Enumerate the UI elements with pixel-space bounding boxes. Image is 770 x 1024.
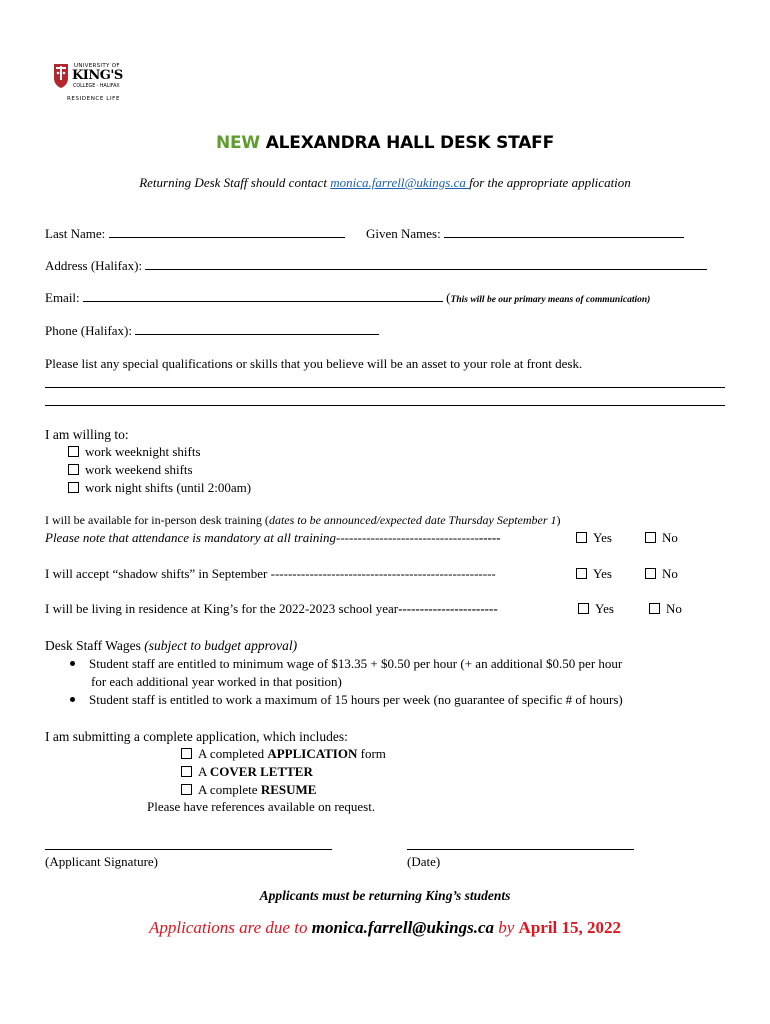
contact-email-link[interactable]: monica.farrell@ukings.ca bbox=[330, 175, 470, 190]
date-label: (Date) bbox=[407, 854, 441, 869]
wages-heading bbox=[45, 638, 297, 654]
residence-text bbox=[45, 601, 498, 617]
due-date: April 15, 2022 bbox=[518, 918, 622, 937]
bullet-text: Student staff is entitled to work a maximum of 15 hours per week (no guarantee of specific # of hours) bbox=[89, 692, 623, 707]
email-note: This will be our primary means of communication bbox=[450, 295, 648, 305]
residence-label: I will be living in residence at King’s for the 2022-2023 school year bbox=[45, 601, 399, 616]
last-name-label: Last Name: bbox=[45, 226, 106, 241]
phone-row bbox=[45, 323, 379, 339]
checkbox[interactable] bbox=[645, 532, 656, 543]
shadow-no[interactable] bbox=[645, 566, 678, 582]
subtitle bbox=[0, 175, 770, 191]
willing-option-weekend[interactable] bbox=[68, 462, 193, 478]
shadow-yes[interactable] bbox=[576, 566, 612, 582]
submit-heading: I am submitting a complete application, which includes: bbox=[45, 729, 348, 744]
page-title bbox=[0, 133, 770, 153]
wages-bullet-1 bbox=[70, 656, 622, 672]
residence-yes[interactable] bbox=[578, 601, 614, 617]
qualifications-prompt: Please list any special qualifications or skills that you believe will be an asset to your role at front desk. bbox=[45, 356, 583, 371]
email-field[interactable] bbox=[83, 291, 443, 302]
given-names-row bbox=[366, 226, 684, 242]
logo-line2: KING'S bbox=[72, 68, 123, 83]
no-label: No bbox=[662, 566, 678, 581]
qualifications-line-2[interactable] bbox=[45, 405, 725, 406]
signature-line[interactable] bbox=[45, 849, 332, 850]
logo-sub: RESIDENCE LIFE bbox=[67, 96, 121, 102]
item-bold: COVER LETTER bbox=[209, 764, 313, 779]
training-suffix: ) bbox=[556, 513, 561, 527]
willing-option-weeknight[interactable] bbox=[68, 444, 201, 460]
item-bold: APPLICATION bbox=[267, 746, 358, 761]
submit-item-cover-letter[interactable] bbox=[181, 764, 313, 780]
wages-title: Desk Staff Wages bbox=[45, 638, 145, 653]
email-row: Email: (This will be our primary means of communication) bbox=[45, 290, 651, 305]
logo-line3: COLLEGE · HALIFAX bbox=[73, 84, 120, 89]
qualifications-line-1[interactable] bbox=[45, 387, 725, 388]
training-prefix: I will be available for in-person desk training ( bbox=[45, 513, 269, 527]
phone-field[interactable] bbox=[135, 324, 379, 335]
yes-label: Yes bbox=[593, 530, 612, 545]
training-no[interactable] bbox=[645, 530, 678, 546]
wages-note: (subject to budget approval) bbox=[144, 638, 298, 653]
due-by: by bbox=[494, 918, 519, 937]
given-names-field[interactable] bbox=[444, 227, 684, 238]
submit-item-resume[interactable] bbox=[181, 782, 316, 798]
checkbox[interactable] bbox=[576, 568, 587, 579]
checkbox[interactable] bbox=[181, 748, 192, 759]
checkbox[interactable] bbox=[68, 482, 79, 493]
title-rest: ALEXANDRA HALL DESK STAFF bbox=[259, 133, 555, 153]
checkbox[interactable] bbox=[649, 603, 660, 614]
checkbox[interactable] bbox=[578, 603, 589, 614]
wages-bullet-2 bbox=[70, 692, 623, 708]
no-label: No bbox=[666, 601, 682, 616]
last-name-row bbox=[45, 226, 345, 242]
item-bold: RESUME bbox=[260, 782, 317, 797]
no-label: No bbox=[662, 530, 678, 545]
training-mandatory: Please note that attendance is mandatory at all training--------------------------------- bbox=[45, 530, 479, 545]
willing-heading: I am willing to: bbox=[45, 427, 129, 442]
yes-label: Yes bbox=[595, 601, 614, 616]
option-label: work night shifts (until 2:00am) bbox=[85, 480, 252, 495]
bullet-text: Student staff are entitled to minimum wage of $13.35 + $0.50 per hour (+ an additional $0.50 per hour bbox=[89, 656, 623, 671]
residence-no[interactable] bbox=[649, 601, 682, 617]
subtitle-after: for the appropriate application bbox=[469, 175, 631, 190]
checkbox[interactable] bbox=[576, 532, 587, 543]
due-email[interactable]: monica.farrell@ukings.ca bbox=[311, 918, 494, 937]
address-row bbox=[45, 258, 707, 274]
option-label: work weeknight shifts bbox=[85, 444, 201, 459]
training-line1 bbox=[45, 513, 561, 528]
email-label: Email: bbox=[45, 290, 80, 305]
shadow-text: I will accept “shadow shifts” in September ---------------------------------------------------- bbox=[45, 566, 496, 581]
bullet-icon bbox=[70, 697, 75, 702]
item-text: A completed bbox=[198, 746, 268, 761]
training-dates: dates to be announced/expected date Thursday September 1 bbox=[268, 513, 557, 527]
date-line[interactable] bbox=[407, 849, 634, 850]
checkbox[interactable] bbox=[645, 568, 656, 579]
training-dashes: ----- bbox=[478, 530, 501, 545]
subtitle-before: Returning Desk Staff should contact bbox=[139, 175, 331, 190]
checkbox[interactable] bbox=[68, 464, 79, 475]
residence-dashes: ----------------------- bbox=[398, 601, 498, 616]
yes-label: Yes bbox=[593, 566, 612, 581]
phone-label: Phone (Halifax): bbox=[45, 323, 133, 338]
address-field[interactable] bbox=[145, 259, 707, 270]
returning-note: Applicants must be returning King’s students bbox=[259, 888, 511, 903]
signature-label: (Applicant Signature) bbox=[45, 854, 158, 869]
checkbox[interactable] bbox=[68, 446, 79, 457]
university-logo bbox=[52, 62, 122, 106]
item-text: A complete bbox=[198, 782, 261, 797]
logo-line1: UNIVERSITY OF bbox=[74, 63, 120, 69]
training-yes[interactable] bbox=[576, 530, 612, 546]
due-line bbox=[0, 918, 770, 938]
submit-item-application[interactable] bbox=[181, 746, 386, 762]
item-text: A bbox=[198, 764, 210, 779]
wages-bullet-1-cont: for each additional year worked in that position) bbox=[91, 674, 342, 689]
willing-option-night[interactable] bbox=[68, 480, 251, 496]
references-note: Please have references available on request. bbox=[147, 799, 376, 814]
item-text: form bbox=[357, 746, 386, 761]
checkbox[interactable] bbox=[181, 784, 192, 795]
given-names-label: Given Names: bbox=[366, 226, 441, 241]
due-prefix: Applications are due to bbox=[148, 918, 312, 937]
title-new: NEW bbox=[215, 133, 260, 153]
training-line2 bbox=[45, 530, 501, 546]
checkbox[interactable] bbox=[181, 766, 192, 777]
last-name-field[interactable] bbox=[109, 227, 345, 238]
address-label: Address (Halifax): bbox=[45, 258, 143, 273]
option-label: work weekend shifts bbox=[85, 462, 193, 477]
bullet-icon bbox=[70, 661, 75, 666]
